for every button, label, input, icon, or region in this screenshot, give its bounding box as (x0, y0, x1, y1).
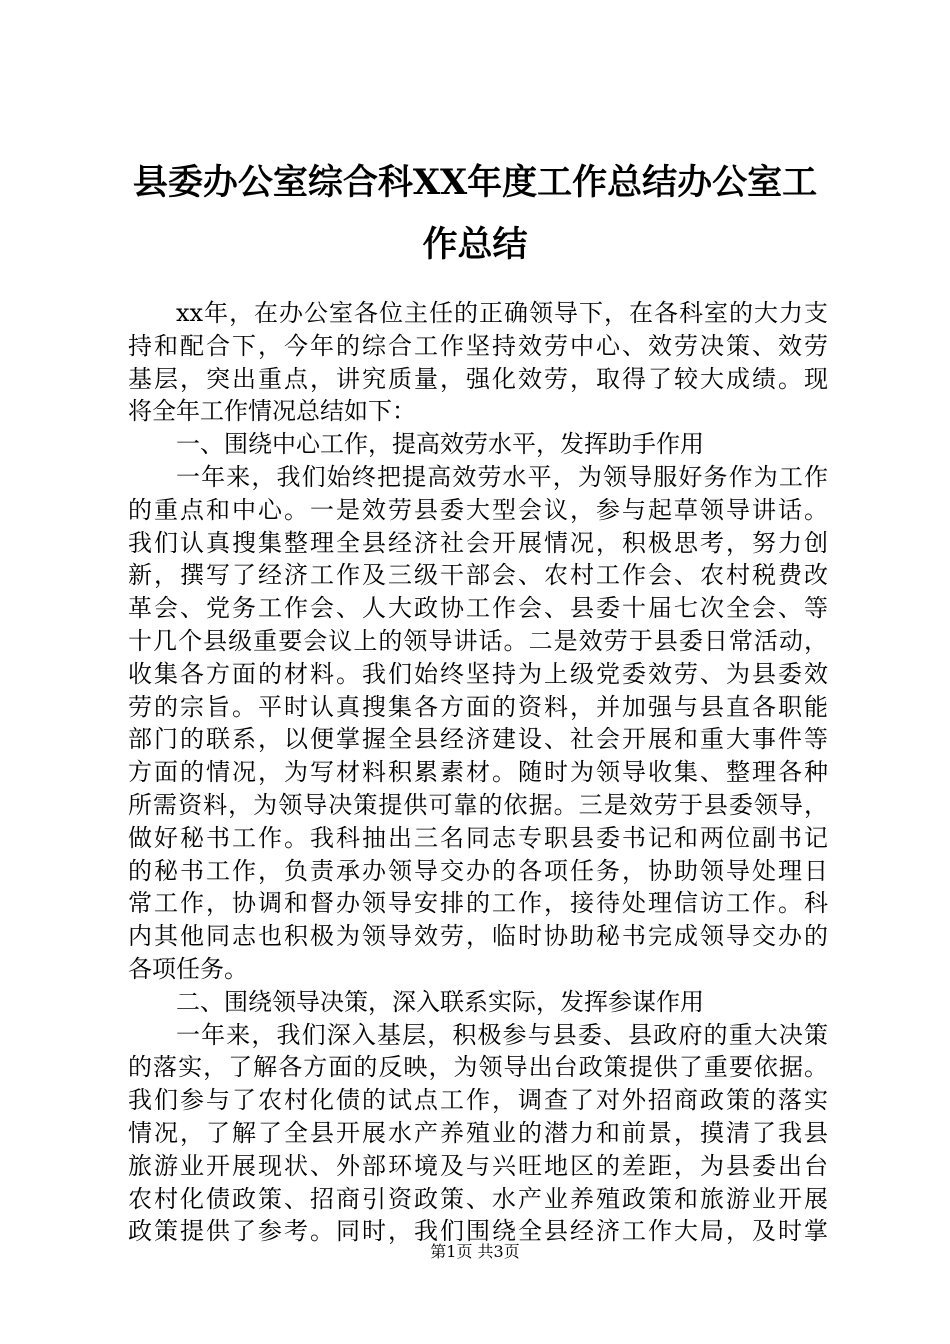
body-line: 劳的宗旨。平时认真搜集各方面的资料，并加强与县直各职能 (128, 692, 828, 721)
body-line: 旅游业开展现状、外部环境及与兴旺地区的差距，为县委出台 (128, 1151, 828, 1180)
body-line: 基层，突出重点，讲究质量，强化效劳，取得了较大成绩。现 (128, 364, 828, 393)
body-line: 的秘书工作，负责承办领导交办的各项任务，协助领导处理日 (128, 856, 828, 885)
body-line: 的重点和中心。一是效劳县委大型会议，参与起草领导讲话。 (128, 495, 828, 524)
body-line: 的落实，了解各方面的反映，为领导出台政策提供了重要依据。 (128, 1053, 828, 1082)
body-line: 持和配合下，今年的综合工作坚持效劳中心、效劳决策、效劳 (128, 331, 828, 360)
body-line: 收集各方面的材料。我们始终坚持为上级党委效劳、为县委效 (128, 659, 828, 688)
section-heading-1: 一、围绕中心工作，提高效劳水平，发挥助手作用 (176, 430, 704, 459)
page-number-footer: 第1页 共3页 (430, 1242, 520, 1261)
body-line: 方面的情况，为写材料积累素材。随时为领导收集、整理各种 (128, 758, 828, 787)
document-body (128, 297, 828, 1248)
body-line: 各项任务。 (128, 954, 248, 983)
body-line: 常工作，协调和督办领导安排的工作，接待处理信访工作。科 (128, 889, 828, 918)
body-line: 部门的联系，以便掌握全县经济建设、社会开展和重大事件等 (128, 725, 828, 754)
document-title-line-1: 县委办公室综合科XX年度工作总结办公室工 (132, 162, 818, 203)
body-line: 做好秘书工作。我科抽出三名同志专职县委书记和两位副书记 (128, 823, 828, 852)
body-line: 农村化债政策、招商引资政策、水产业养殖政策和旅游业开展 (128, 1184, 828, 1213)
body-line: 所需资料，为领导决策提供可靠的依据。三是效劳于县委领导， (128, 790, 828, 819)
body-line: 十几个县级重要会议上的领导讲话。二是效劳于县委日常活动， (128, 626, 828, 655)
body-line: 革会、党务工作会、人大政协工作会、县委十届七次全会、等 (128, 594, 828, 623)
body-line: 一年来，我们深入基层，积极参与县委、县政府的重大决策 (176, 1020, 828, 1049)
body-line: 将全年工作情况总结如下： (128, 397, 416, 426)
body-line: 新，撰写了经济工作及三级干部会、农村工作会、农村税费改 (128, 561, 828, 590)
body-line: xx年，在办公室各位主任的正确领导下，在各科室的大力支 (176, 299, 828, 327)
body-line: 我们认真搜集整理全县经济社会开展情况，积极思考，努力创 (128, 528, 828, 557)
body-line: 一年来，我们始终把提高效劳水平，为领导服好务作为工作 (176, 462, 828, 491)
body-line: 内其他同志也积极为领导效劳，临时协助秘书完成领导交办的 (128, 922, 828, 951)
body-line: 情况，了解了全县开展水产养殖业的潜力和前景，摸清了我县 (128, 1118, 828, 1147)
body-line: 我们参与了农村化债的试点工作，调查了对外招商政策的落实 (128, 1086, 828, 1115)
document-title-line-2: 作总结 (422, 224, 528, 265)
body-line: 政策提供了参考。同时，我们围绕全县经济工作大局，及时掌 (128, 1217, 828, 1246)
section-heading-2: 二、围绕领导决策，深入联系实际，发挥参谋作用 (176, 987, 704, 1016)
